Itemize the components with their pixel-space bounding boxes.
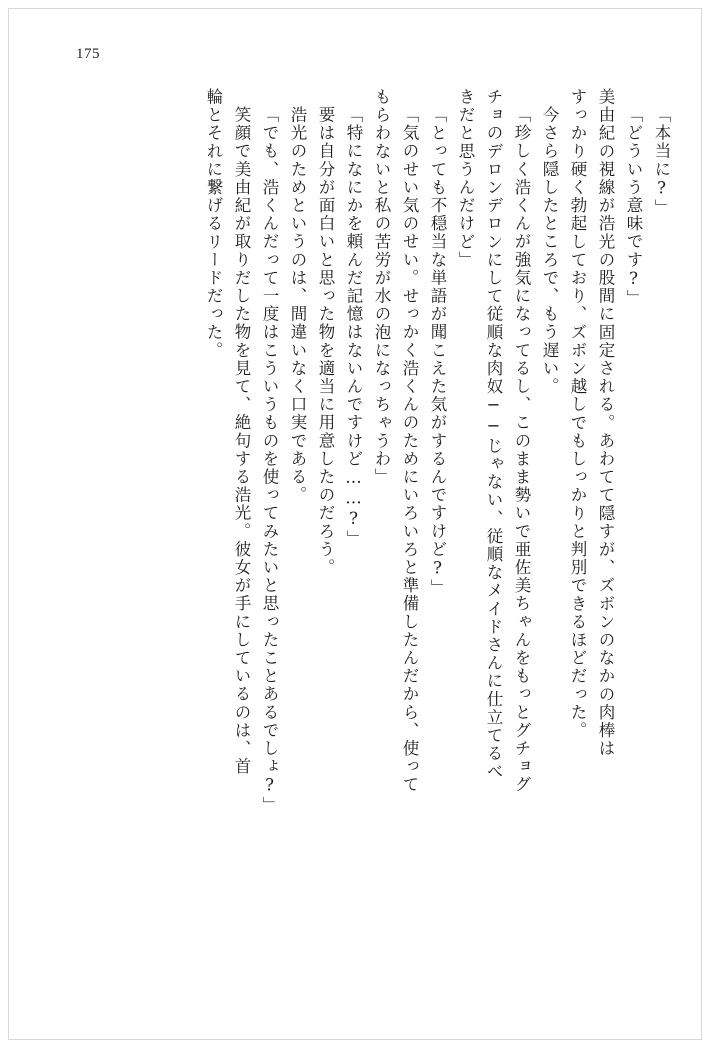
text-line: 「でも、浩くんだって一度はこういうものを使ってみたいと思ったことあるでしょ?」 — [260, 106, 279, 815]
text-line: 美由紀の視線が浩光の股間に固定される。あわてて隠すが、ズボンのなかの肉棒は — [596, 88, 615, 758]
text-line: 輪とそれに繋げるリードだった。 — [204, 88, 223, 360]
vertical-text-block — [40, 88, 670, 998]
text-line: 浩光のためというのは、間違いなく口実である。 — [288, 106, 307, 505]
text-line: チョのデロンデロンにして従順な肉奴──じゃない、従順なメイドさんに仕立てるべ — [484, 88, 503, 781]
text-line: 「どういう意味です?」 — [624, 106, 643, 308]
text-line: 「本当に?」 — [652, 106, 671, 218]
text-line: もらわないと私の苦労が水の泡になっちゃうわ」 — [372, 88, 391, 487]
text-line: 「とっても不穏当な単語が聞こえた気がするんですけど?」 — [428, 106, 447, 598]
text-line: 要は自分が面白いと思った物を適当に用意したのだろう。 — [316, 106, 335, 577]
text-line: 「特になにかを頼んだ記憶はないんですけど……?」 — [344, 106, 363, 548]
text-line: 「気のせい気のせい。せっかく浩くんのためにいろいろと準備したんだから、使って — [400, 106, 419, 794]
text-line: 「珍しく浩くんが強気になってるし、このまま勢いで亜佐美ちゃんをもっとグチョグ — [512, 106, 531, 794]
text-line: きだと思うんだけど」 — [456, 88, 475, 269]
text-line: すっかり硬く勃起しており、ズボン越しでもしっかりと判別できるほどだった。 — [568, 88, 587, 740]
text-line: 今さら隠したところで、もう遅い。 — [540, 106, 559, 396]
page-number: 175 — [76, 46, 100, 62]
text-line: 笑顔で美由紀が取りだした物を見て、絶句する浩光。彼女が手にしているのは、首 — [232, 106, 251, 776]
